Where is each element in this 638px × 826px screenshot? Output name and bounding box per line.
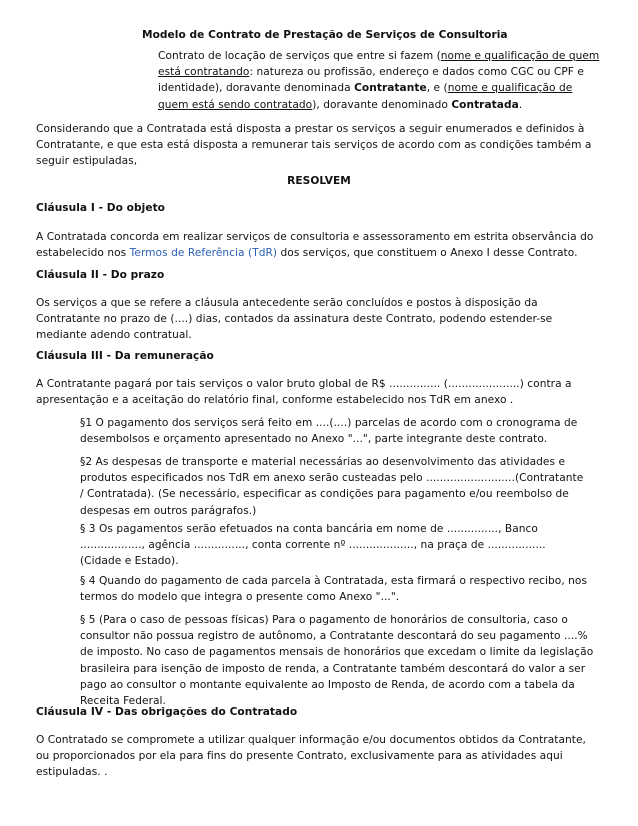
intro-underline-2: está contratando	[158, 66, 250, 79]
intro-text-2: : natureza ou profissão, endereço e dados como CGC ou CPF e	[249, 66, 584, 79]
termos-referencia-link[interactable]: Termos de Referência (TdR)	[129, 247, 278, 260]
clausula-4-paragraph	[36, 732, 602, 781]
clausula-3-line: A Contratante pagará por tais serviços o valor bruto global de R$ ............... (.....................) contra a	[36, 378, 572, 390]
intro-bold-contratada: Contratada	[451, 98, 519, 111]
paragrafo-1-line: §1 O pagamento dos serviços será feito em ....(....) parcelas de acordo com o cronograma de	[80, 417, 578, 429]
paragrafo-3-line: § 3 Os pagamentos serão efetuados na conta bancária em nome de ..............., Banco	[80, 523, 538, 535]
paragrafo-4-line: termos do modelo que integra o presente como Anexo "...".	[80, 591, 400, 604]
paragrafo-3	[80, 521, 592, 570]
clausula-1-heading: Cláusula I - Do objeto	[36, 202, 166, 214]
paragrafo-1-line: desembolsos e orçamento apresentado no Anexo "...", parte integrante deste contrato.	[80, 433, 548, 446]
paragrafo-5-line: consultor não possua registro de autônomo, a Contratante descontará do seu pagamento ....%	[80, 630, 588, 643]
intro-text-1: Contrato de locação de serviços que entre si fazem (	[158, 50, 441, 62]
intro-text-5: ), doravante denominado	[312, 98, 452, 111]
paragrafo-1	[80, 415, 592, 447]
paragrafo-2-line: produtos especificados nos TdR em anexo serão custeadas pelo ..........................(Contratante	[80, 472, 584, 485]
paragrafo-4	[80, 573, 592, 605]
document-title: Modelo de Contrato de Prestação de Serviços de Consultoria	[142, 29, 508, 41]
clausula-1-text: dos serviços, que constituem o Anexo I desse Contrato.	[277, 247, 578, 260]
clausula-3-paragraph	[36, 376, 602, 408]
clausula-4-line: estipuladas. .	[36, 766, 108, 779]
paragrafo-4-line: § 4 Quando do pagamento de cada parcela à Contratada, esta firmará o respectivo recibo, nos	[80, 575, 588, 587]
paragrafo-5-line: pago ao consultor o montante equivalente ao Imposto de Renda, de acordo com a tabela da	[80, 678, 575, 691]
clausula-3-line: apresentação e a aceitação do relatório final, conforme estabelecido nos TdR em anexo .	[36, 394, 514, 407]
clausula-2-line: Contratante no prazo de (....) dias, contados da assinatura deste Contrato, podendo estender-se	[36, 313, 553, 326]
paragrafo-2-line: / Contratada). (Se necessário, especificar as condições para pagamento e/ou reembolso de	[80, 488, 569, 501]
considerando-line: Contratante, e que esta está disposta a remunerar tais serviços de acordo com as condições também a	[36, 139, 592, 152]
paragrafo-5-line: brasileira para isenção de imposto de renda, a Contratante também descontará do valor a ser	[80, 662, 586, 675]
considerando-paragraph	[36, 121, 602, 170]
clausula-2-line: Os serviços a que se refere a cláusula antecedente serão concluídos e postos à disposição da	[36, 297, 538, 309]
intro-bold-contratante: Contratante	[354, 82, 427, 95]
clausula-1-line: A Contratada concorda em realizar serviços de consultoria e assessoramento em estrita observância do	[36, 231, 594, 243]
clausula-4-line: ou proporcionados por ela para fins do presente Contrato, exclusivamente para as atividades aqui	[36, 750, 563, 763]
intro-paragraph	[158, 48, 598, 113]
paragrafo-2	[80, 454, 592, 519]
considerando-line: Considerando que a Contratada está disposta a prestar os serviços a seguir enumerados e definidos à	[36, 123, 585, 135]
intro-text-3: identidade), doravante denominada	[158, 82, 355, 95]
paragrafo-5-line: Receita Federal.	[80, 695, 166, 708]
clausula-2-heading: Cláusula II - Do prazo	[36, 269, 165, 281]
paragrafo-5-line: de imposto. No caso de pagamentos mensais de honorários que excedam o limite da legislação	[80, 646, 594, 659]
paragrafo-2-line: §2 As despesas de transporte e material necessárias ao desenvolvimento das atividades e	[80, 456, 566, 468]
clausula-4-line: O Contratado se compromete a utilizar qualquer informação e/ou documentos obtidos da Contratante,	[36, 734, 586, 746]
paragrafo-3-line: (Cidade e Estado).	[80, 555, 179, 568]
considerando-line: seguir estipuladas,	[36, 155, 138, 168]
intro-text-6: .	[518, 98, 523, 111]
intro-underline-1: nome e qualificação de quem	[440, 50, 600, 62]
resolvem-heading: RESOLVEM	[287, 175, 351, 187]
intro-underline-4: quem está sendo contratado	[158, 98, 313, 111]
clausula-1-text: estabelecido nos	[36, 247, 130, 260]
clausula-2-line: mediante adendo contratual.	[36, 329, 192, 342]
clausula-1-paragraph	[36, 229, 602, 261]
paragrafo-5	[80, 612, 592, 709]
clausula-2-paragraph	[36, 295, 602, 344]
intro-text-4: , e (	[426, 82, 448, 95]
paragrafo-5-line: § 5 (Para o caso de pessoas físicas) Para o pagamento de honorários de consultoria, caso o	[80, 614, 568, 626]
clausula-4-heading: Cláusula IV - Das obrigações do Contratado	[36, 706, 298, 718]
intro-underline-3: nome e qualificação de	[447, 82, 573, 95]
clausula-3-heading: Cláusula III - Da remuneração	[36, 350, 214, 362]
paragrafo-3-line: .................., agência ..............., conta corrente nº ..................., na praça de .................	[80, 539, 546, 552]
paragrafo-2-line: despesas em outros parágrafos.)	[80, 504, 257, 517]
